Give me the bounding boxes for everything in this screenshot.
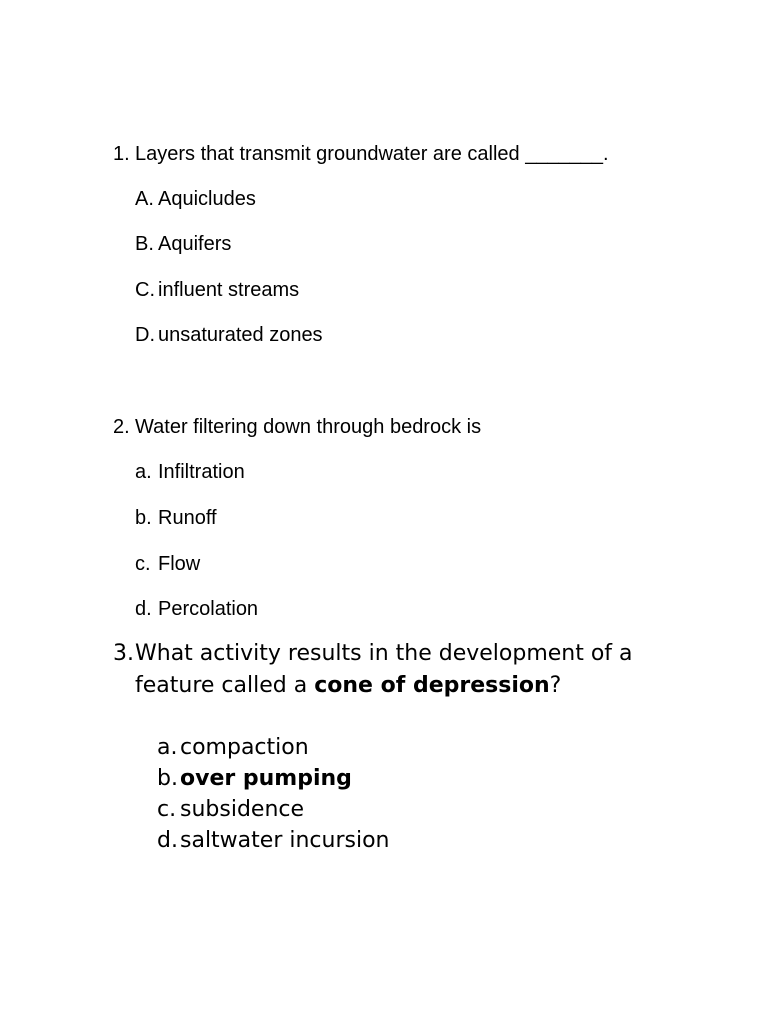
option-text: Aquifers	[158, 233, 232, 255]
q2-option-b	[135, 506, 217, 530]
question-text: Layers that transmit groundwater are called _______.	[135, 143, 609, 165]
q1-option-c	[135, 278, 299, 302]
q3-option-c	[157, 794, 304, 825]
q2-option-d	[135, 597, 258, 621]
option-text: Flow	[158, 553, 201, 575]
question-2	[113, 415, 481, 439]
option-text: over pumping	[180, 766, 352, 791]
option-letter: b.	[135, 507, 152, 529]
option-letter: A.	[135, 188, 154, 210]
option-text: compaction	[180, 735, 309, 760]
option-text: Percolation	[158, 598, 259, 620]
option-letter: B.	[135, 233, 154, 255]
q3-option-b	[157, 763, 352, 794]
q3-option-d	[157, 825, 389, 856]
option-text: influent streams	[158, 279, 300, 301]
question-number: 1.	[113, 143, 130, 165]
q1-option-d	[135, 323, 323, 347]
option-letter: C.	[135, 279, 155, 301]
question-text	[135, 638, 695, 702]
option-letter: D.	[135, 324, 155, 346]
option-text: unsaturated zones	[158, 324, 323, 346]
q1-option-b	[135, 232, 231, 256]
option-text: subsidence	[180, 797, 305, 822]
option-text: Runoff	[158, 507, 217, 529]
option-text: Aquicludes	[158, 188, 256, 210]
q1-option-a	[135, 187, 256, 211]
question-3	[113, 638, 713, 708]
option-letter: b.	[157, 766, 178, 791]
q3-option-a	[157, 732, 309, 763]
question-number: 3.	[113, 641, 134, 666]
option-letter: d.	[135, 598, 152, 620]
option-text: saltwater incursion	[180, 828, 390, 853]
option-text: Infiltration	[158, 461, 245, 483]
q2-option-c	[135, 552, 200, 576]
option-letter: a.	[135, 461, 152, 483]
question-text-start: What activity results in the development of a feature called a	[135, 641, 633, 698]
question-1	[113, 142, 609, 166]
question-text: Water filtering down through bedrock is	[135, 416, 482, 438]
option-letter: c.	[135, 553, 151, 575]
q2-option-a	[135, 460, 245, 484]
question-text-end: ?	[549, 673, 562, 698]
option-letter: a.	[157, 735, 178, 760]
question-text-bold: cone of depression	[314, 673, 550, 698]
option-letter: c.	[157, 797, 177, 822]
option-letter: d.	[157, 828, 178, 853]
question-number: 2.	[113, 416, 130, 438]
